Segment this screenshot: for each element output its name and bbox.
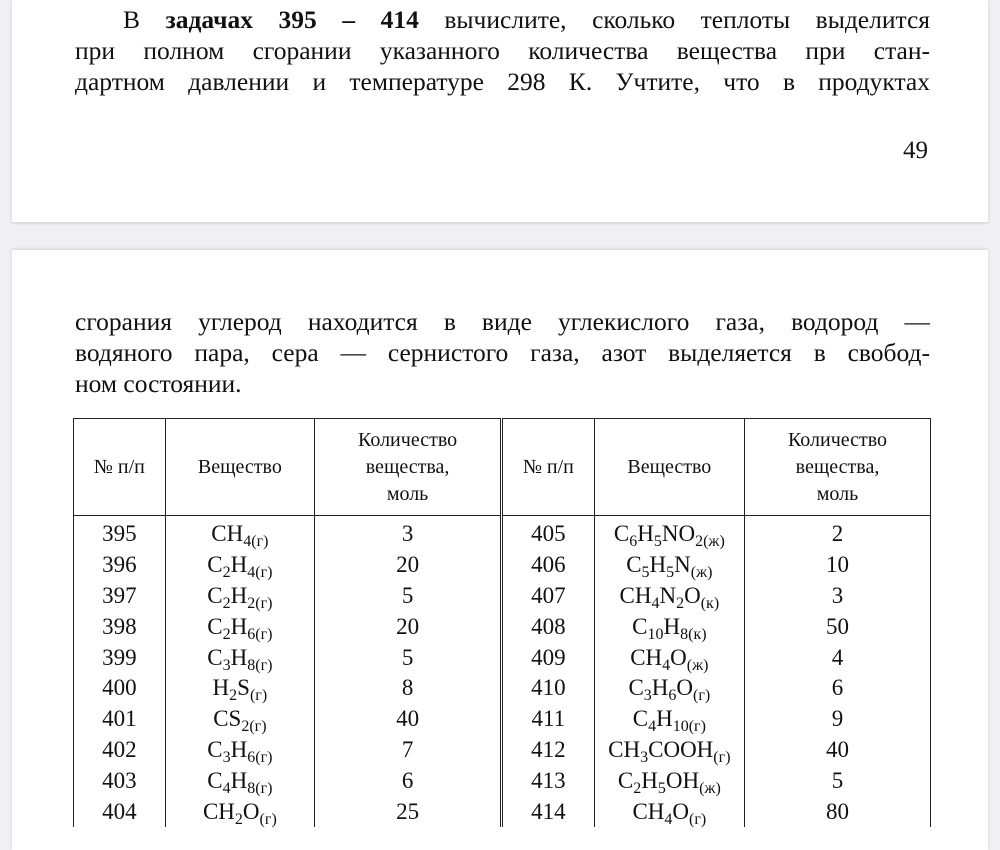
task-number: 404 [74, 796, 166, 827]
substance-formula: $C_2H_{6(г)}$ [165, 611, 314, 642]
task-number: 412 [502, 735, 595, 766]
task-number: 398 [74, 611, 166, 642]
header-amount-line: Количество [787, 428, 888, 451]
table-row [74, 611, 931, 642]
intro-text: вычислите, сколько теплоты выделится [418, 5, 930, 34]
substance-formula: $CH_4O_{(г)}$ [594, 796, 744, 827]
task-number: 405 [502, 516, 595, 550]
substance-formula: $C_4H_{10(г)}$ [594, 704, 744, 735]
task-number: 402 [74, 735, 166, 766]
substance-amount: 6 [745, 673, 931, 704]
substance-formula: $C_3H_{6(г)}$ [165, 735, 314, 766]
task-number: 414 [502, 796, 595, 827]
intro-paragraph [75, 4, 930, 97]
task-number: 397 [74, 581, 166, 612]
substance-formula: $C_5H_5N_{(ж)}$ [594, 550, 744, 581]
table-row [74, 673, 931, 704]
substance-formula: $CH_4O_{(ж)}$ [594, 642, 744, 673]
continuation-line-1: сгорания углерод находится в виде углекислого газа, водород — [75, 307, 930, 336]
substance-formula: $C_4H_{8(г)}$ [165, 765, 314, 796]
substance-formula: $C_{10}H_{8(к)}$ [594, 611, 744, 642]
substance-amount: 3 [745, 581, 931, 612]
tasks-table [73, 418, 931, 827]
substance-amount: 3 [315, 516, 502, 550]
continuation-line-3: ном состоянии. [75, 369, 242, 398]
header-num: № п/п [74, 419, 166, 516]
substance-amount: 8 [315, 673, 502, 704]
substance-amount: 9 [745, 704, 931, 735]
substance-amount: 5 [315, 581, 502, 612]
header-amount-line: Количество [358, 428, 458, 451]
intro-line-1 [75, 4, 930, 35]
substance-amount: 6 [315, 765, 502, 796]
substance-formula: $C_2H_{4(г)}$ [165, 550, 314, 581]
table-row [74, 765, 931, 796]
intro-line-2: при полном сгорании указанного количества вещества при стан- [75, 36, 930, 65]
substance-amount: 5 [745, 765, 931, 796]
task-number: 411 [502, 704, 595, 735]
substance-amount: 7 [315, 735, 502, 766]
header-amount-line: вещества, [365, 455, 450, 478]
header-amount [745, 419, 931, 516]
task-number: 395 [74, 516, 166, 550]
task-number: 408 [502, 611, 595, 642]
intro-text: В [123, 5, 166, 34]
continuation-paragraph [75, 306, 930, 399]
substance-formula: $C_3H_6O_{(г)}$ [594, 673, 744, 704]
substance-amount: 25 [315, 796, 502, 827]
table-row [74, 550, 931, 581]
table-header-row [74, 419, 931, 516]
task-number: 410 [502, 673, 595, 704]
substance-amount: 4 [745, 642, 931, 673]
substance-formula: $CH_2O_{(г)}$ [165, 796, 314, 827]
header-num: № п/п [502, 419, 595, 516]
header-amount-line: вещества, [795, 455, 880, 478]
task-number: 396 [74, 550, 166, 581]
substance-amount: 20 [315, 611, 502, 642]
table-row [74, 581, 931, 612]
task-number: 409 [502, 642, 595, 673]
task-number: 399 [74, 642, 166, 673]
substance-amount: 50 [745, 611, 931, 642]
header-amount-line: моль [386, 482, 429, 505]
substance-amount: 80 [745, 796, 931, 827]
intro-line-3: дартном давлении и температуре 298 К. Учтите, что в продуктах [75, 67, 930, 96]
substance-amount: 40 [745, 735, 931, 766]
task-number: 403 [74, 765, 166, 796]
substance-formula: $C_3H_{8(г)}$ [165, 642, 314, 673]
task-number: 407 [502, 581, 595, 612]
substance-formula: $CH_{4(г)}$ [165, 516, 314, 550]
header-substance: Вещество [594, 419, 744, 516]
substance-formula: $H_2S_{(г)}$ [165, 673, 314, 704]
page-number: 49 [903, 137, 928, 164]
task-number: 406 [502, 550, 595, 581]
table-row [74, 642, 931, 673]
continuation-line-2: водяного пара, сера — сернистого газа, азот выделяется в свобод- [75, 338, 930, 367]
task-number: 401 [74, 704, 166, 735]
table-row [74, 704, 931, 735]
substance-amount: 2 [745, 516, 931, 550]
substance-formula: $CH_3COOH_{(г)}$ [594, 735, 744, 766]
task-number: 413 [502, 765, 595, 796]
table-row [74, 735, 931, 766]
substance-formula: $CS_{2(г)}$ [165, 704, 314, 735]
substance-amount: 40 [315, 704, 502, 735]
substance-amount: 10 [745, 550, 931, 581]
header-substance: Вещество [165, 419, 314, 516]
table-row [74, 796, 931, 827]
header-amount [315, 419, 502, 516]
header-amount-line: моль [816, 482, 859, 505]
task-number: 400 [74, 673, 166, 704]
substance-formula: $C_2H_{2(г)}$ [165, 581, 314, 612]
substance-formula: $C_2H_5OH_{(ж)}$ [594, 765, 744, 796]
table-row [74, 516, 931, 550]
substance-amount: 20 [315, 550, 502, 581]
task-range: задачах 395 – 414 [165, 5, 419, 34]
substance-amount: 5 [315, 642, 502, 673]
substance-formula: $CH_4N_2O_{(к)}$ [594, 581, 744, 612]
substance-formula: $C_6H_5NO_{2(ж)}$ [594, 516, 744, 550]
bottom-page [12, 250, 988, 850]
top-page [12, 0, 988, 222]
table-body [74, 516, 931, 827]
